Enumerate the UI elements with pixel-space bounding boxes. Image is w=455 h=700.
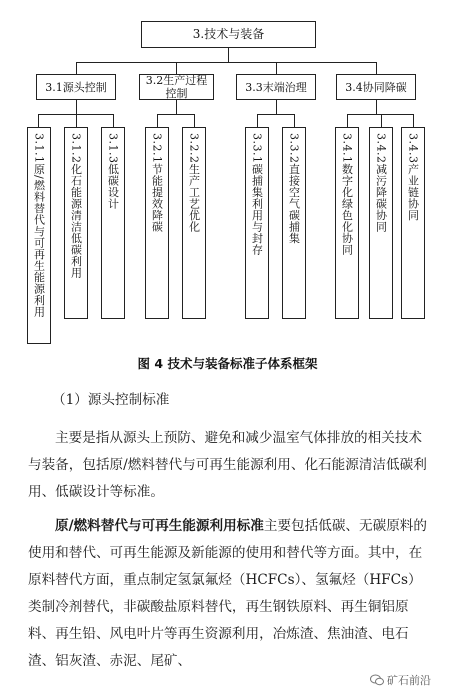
level1-node-3-3 bbox=[236, 74, 316, 100]
connector-line bbox=[176, 100, 177, 114]
connector-line bbox=[113, 114, 114, 127]
watermark bbox=[368, 672, 433, 688]
connector-line bbox=[228, 48, 229, 62]
connector-line bbox=[76, 62, 376, 63]
level1-node-3-2 bbox=[139, 74, 214, 100]
connector-line bbox=[257, 114, 258, 127]
connector-line bbox=[157, 114, 195, 115]
root-node-label: 3.技术与装备 bbox=[192, 27, 265, 41]
connector-line bbox=[376, 62, 377, 74]
connector-line bbox=[347, 114, 348, 127]
connector-line bbox=[257, 114, 295, 115]
level1-node-label: 3.4协同降碳 bbox=[345, 80, 407, 94]
leaf-node-label: 3.3.1碳捕集利用与封存 bbox=[250, 133, 264, 256]
connector-line bbox=[176, 62, 177, 74]
leaf-node-label: 3.4.2减污降碳协同 bbox=[374, 133, 388, 233]
root-node bbox=[141, 21, 316, 48]
leaf-node-label: 3.2.1节能提效降碳 bbox=[150, 133, 164, 233]
leaf-node-3-1-1 bbox=[27, 127, 51, 344]
connector-line bbox=[376, 100, 377, 114]
connector-line bbox=[194, 114, 195, 127]
connector-line bbox=[276, 100, 277, 114]
leaf-node-label: 3.4.3产业链协同 bbox=[406, 133, 420, 221]
connector-line bbox=[413, 114, 414, 127]
connector-line bbox=[294, 114, 295, 127]
connector-line bbox=[276, 62, 277, 74]
connector-line bbox=[76, 62, 77, 74]
leaf-node-label: 3.3.2直接空气碳捕集 bbox=[287, 133, 301, 244]
paragraph-body: 主要包括低碳、无碳原料的使用和替代、可再生能源及新能源的使用和替代等方面。其中，在原料替代方面，重点制定氢氯氟烃（HCFCs）、氢氟烃（HFCs）类制冷剂替代，非碳酸盐原料替代，再生钢铁原料、再生铜铝原料、再生铅、风电叶片等再生资源利用，冶炼渣、焦油渣、电石渣、铝灰渣、赤泥、尾矿、 bbox=[28, 518, 427, 669]
connector-line bbox=[381, 114, 382, 127]
figure-caption: 图 4 技术与装备标准子体系框架 bbox=[137, 356, 318, 371]
leaf-node-3-4-2 bbox=[369, 127, 393, 319]
section-heading: （1）源头控制标准 bbox=[52, 392, 170, 408]
leaf-node-3-1-3 bbox=[101, 127, 125, 319]
leaf-node-3-4-3 bbox=[401, 127, 425, 319]
leaf-node-3-4-1 bbox=[335, 127, 359, 319]
leaf-node-label: 3.4.1数字化绿色化协同 bbox=[340, 133, 354, 256]
level1-node-label: 3.3末端治理 bbox=[245, 80, 307, 94]
level1-node-label: 3.1源头控制 bbox=[45, 80, 107, 94]
wechat-icon bbox=[370, 674, 384, 686]
connector-line bbox=[76, 100, 77, 114]
paragraph-feedstock bbox=[28, 513, 430, 675]
leaf-node-3-2-1 bbox=[145, 127, 169, 319]
watermark-text: 矿石前沿 bbox=[387, 674, 431, 687]
leaf-node-3-3-2 bbox=[282, 127, 306, 319]
level1-node-3-1 bbox=[36, 74, 116, 100]
leaf-node-label: 3.1.1原/燃料替代与可再生能源利用 bbox=[32, 133, 46, 318]
leaf-node-label: 3.2.2生产工艺优化 bbox=[187, 133, 201, 233]
level1-node-label: 3.2生产过程控制 bbox=[145, 74, 208, 100]
leaf-node-label: 3.1.3低碳设计 bbox=[106, 133, 120, 210]
connector-line bbox=[76, 114, 77, 127]
paragraph-lead-term: 原/燃料替代与可再生能源利用标准 bbox=[55, 518, 264, 534]
leaf-node-3-3-1 bbox=[245, 127, 269, 319]
connector-line bbox=[38, 114, 39, 127]
leaf-node-3-1-2 bbox=[64, 127, 88, 319]
paragraph-intro: 主要是指从源头上预防、避免和减少温室气体排放的相关技术与装备，包括原/燃料替代与可再生能源利用、化石能源清洁低碳利用、低碳设计等标准。 bbox=[28, 430, 427, 500]
leaf-node-label: 3.1.2化石能源清洁低碳利用 bbox=[69, 133, 83, 279]
leaf-node-3-2-2 bbox=[182, 127, 206, 319]
level1-node-3-4 bbox=[336, 74, 416, 100]
connector-line bbox=[157, 114, 158, 127]
